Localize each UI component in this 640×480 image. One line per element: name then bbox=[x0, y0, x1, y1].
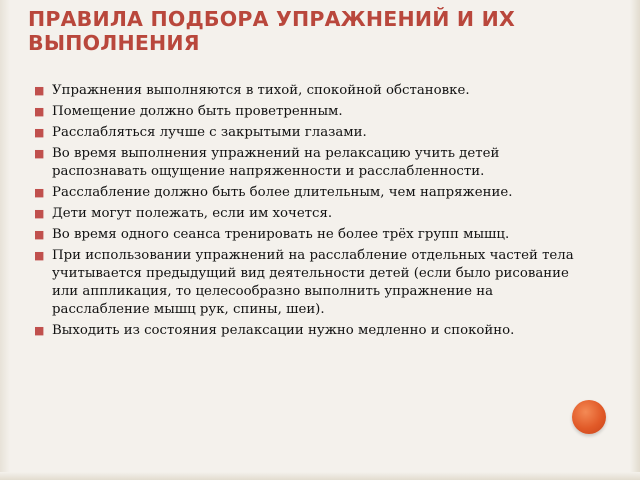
square-bullet-icon: ■ bbox=[34, 126, 45, 139]
bullet-text: Выходить из состояния релаксации нужно медленно и спокойно. bbox=[52, 323, 515, 338]
bullet-list bbox=[34, 82, 574, 343]
bullet-text: При использовании упражнений на расслабление отдельных частей тела учитывается предыдущий вид деятельности детей (если было рисование или аппликация, то целесообразно выполнить упражнение на расслабление мышц рук, спины, шеи). bbox=[52, 248, 574, 317]
slide-frame-left bbox=[0, 0, 10, 480]
square-bullet-icon: ■ bbox=[34, 228, 45, 241]
square-bullet-icon: ■ bbox=[34, 324, 45, 337]
square-bullet-icon: ■ bbox=[34, 84, 45, 97]
bullet-text: Дети могут полежать, если им хочется. bbox=[52, 206, 333, 221]
bullet-text: Упражнения выполняются в тихой, спокойной обстановке. bbox=[52, 83, 470, 98]
bullet-text: Расслабляться лучше с закрытыми глазами. bbox=[52, 125, 367, 140]
square-bullet-icon: ■ bbox=[34, 186, 45, 199]
list-item bbox=[34, 184, 574, 202]
list-item bbox=[34, 205, 574, 223]
square-bullet-icon: ■ bbox=[34, 249, 45, 262]
list-item bbox=[34, 124, 574, 142]
slide-frame-right bbox=[630, 0, 640, 480]
list-item bbox=[34, 322, 574, 340]
list-item bbox=[34, 247, 574, 319]
slide-frame-bottom bbox=[0, 472, 640, 480]
bullet-text: Расслабление должно быть более длительным, чем напряжение. bbox=[52, 185, 513, 200]
decorative-orb-icon bbox=[572, 400, 606, 434]
list-item bbox=[34, 103, 574, 121]
bullet-text: Во время выполнения упражнений на релаксацию учить детей распознавать ощущение напряженности и расслабленности. bbox=[52, 146, 500, 179]
bullet-text: Помещение должно быть проветренным. bbox=[52, 104, 343, 119]
square-bullet-icon: ■ bbox=[34, 105, 45, 118]
list-item bbox=[34, 145, 574, 181]
square-bullet-icon: ■ bbox=[34, 207, 45, 220]
bullet-text: Во время одного сеанса тренировать не более трёх групп мышц. bbox=[52, 227, 510, 242]
square-bullet-icon: ■ bbox=[34, 147, 45, 160]
list-item bbox=[34, 82, 574, 100]
slide-title: ПРАВИЛА ПОДБОРА УПРАЖНЕНИЙ И ИХ ВЫПОЛНЕНИЯ bbox=[28, 7, 515, 55]
list-item bbox=[34, 226, 574, 244]
